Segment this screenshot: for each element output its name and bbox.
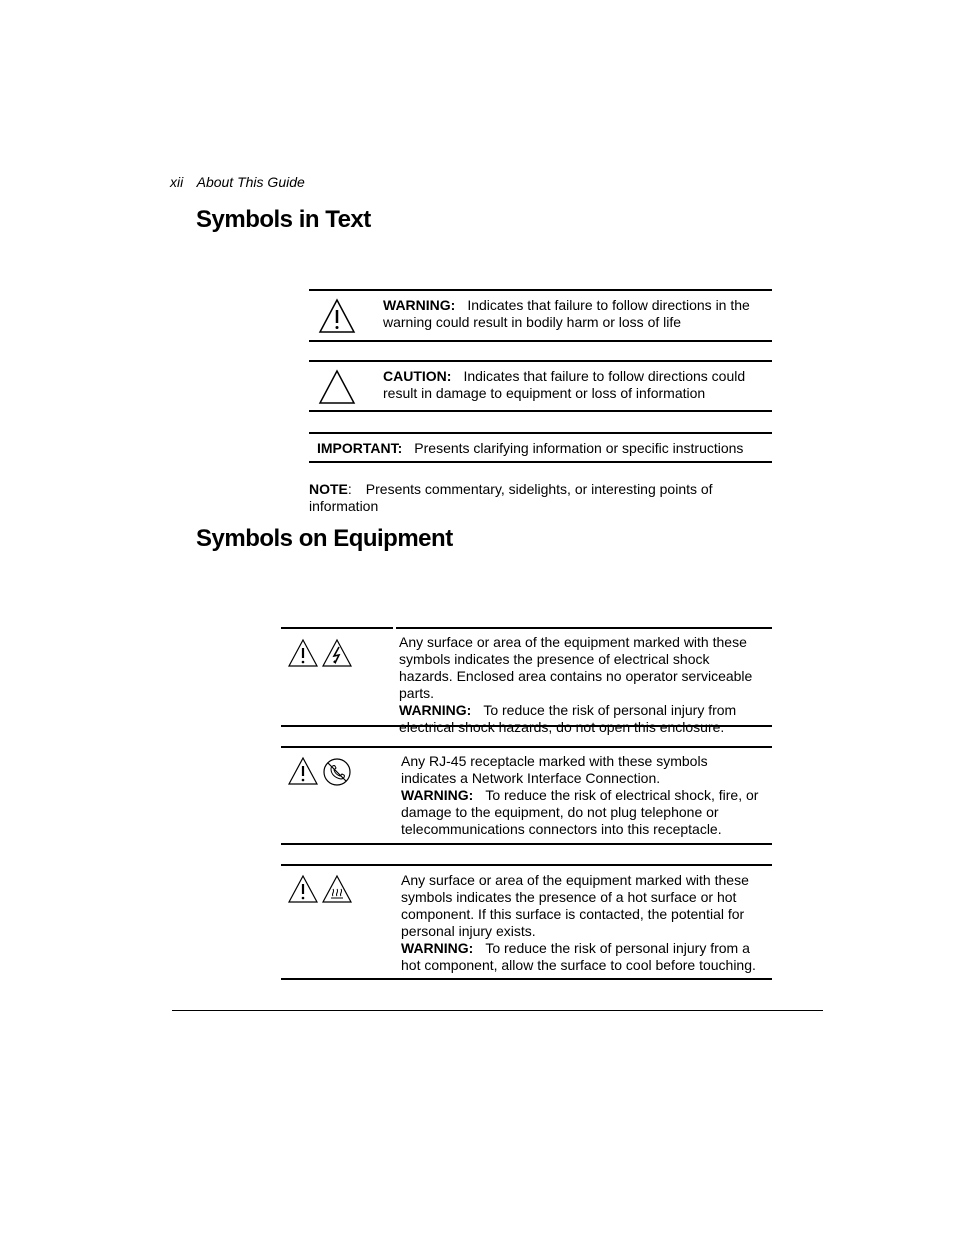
caution-description xyxy=(383,368,768,402)
equip-row1-bottom-rule xyxy=(281,725,772,727)
warning-top-rule xyxy=(309,289,772,291)
equip-row3-text xyxy=(401,872,766,974)
important-top-rule xyxy=(309,432,772,434)
warning-description xyxy=(383,297,768,331)
note-text: Presents commentary, sidelights, or interesting points of information xyxy=(309,481,713,514)
equip-row3-top-rule xyxy=(281,864,772,866)
page-bottom-rule xyxy=(172,1010,823,1011)
hot-surface-icon xyxy=(321,874,353,904)
warning-text: Indicates that failure to follow directions in the warning could result in bodily harm or loss of life xyxy=(383,297,750,330)
warning-exclamation-triangle-icon xyxy=(318,298,356,334)
equip-row2-bottom-rule xyxy=(281,843,772,845)
equip-row1-warning-text: To reduce the risk of personal injury from electrical shock hazards, do not open this enclosure. xyxy=(399,702,737,735)
important-description xyxy=(317,440,767,457)
caution-top-rule xyxy=(309,360,772,362)
equip-row1-warning-label: WARNING: xyxy=(399,702,472,718)
warning-label: WARNING: xyxy=(383,297,456,313)
equip-row3-description: Any surface or area of the equipment marked with these symbols indicates the presence of a hot surface or hot component. If this surface is contacted, the potential for personal injury exists. xyxy=(401,872,749,939)
warning-exclamation-triangle-icon xyxy=(287,874,319,904)
important-text: Presents clarifying information or specific instructions xyxy=(414,440,744,456)
section-heading-symbols-in-text: Symbols in Text xyxy=(196,206,371,233)
warning-exclamation-triangle-icon xyxy=(287,756,319,786)
note-colon: : xyxy=(347,481,352,497)
equip-row1-top-rule-left xyxy=(281,627,393,629)
caution-label: CAUTION: xyxy=(383,368,452,384)
equip-row2-warning-label: WARNING: xyxy=(401,787,474,803)
note-description xyxy=(309,481,769,515)
warning-exclamation-triangle-icon xyxy=(287,638,319,668)
equip-row2-warning-text: To reduce the risk of electrical shock, fire, or damage to the equipment, do not plug telephone or telecommunications connectors into this receptacle. xyxy=(401,787,759,837)
equip-row2-top-rule xyxy=(281,746,772,748)
page-number: xii xyxy=(170,174,184,190)
equip-row2-text xyxy=(401,753,766,838)
equip-row2-description: Any RJ-45 receptacle marked with these symbols indicates a Network Interface Connection. xyxy=(401,753,708,786)
equip-row3-bottom-rule xyxy=(281,978,772,980)
equip-row3-warning-label: WARNING: xyxy=(401,940,474,956)
section-heading-symbols-on-equipment: Symbols on Equipment xyxy=(196,525,453,552)
equip-row1-top-rule-right xyxy=(396,627,772,629)
equip-row3-warning-text: To reduce the risk of personal injury from a hot component, allow the surface to cool before touching. xyxy=(401,940,756,973)
warning-bottom-rule xyxy=(309,340,772,342)
running-head xyxy=(170,174,305,190)
caution-bottom-rule xyxy=(309,410,772,412)
caution-triangle-icon xyxy=(318,369,356,405)
network-interface-telephone-icon xyxy=(322,757,352,787)
caution-text: Indicates that failure to follow directions could result in damage to equipment or loss of information xyxy=(383,368,746,401)
electrical-shock-hazard-icon xyxy=(321,638,353,668)
note-label: NOTE xyxy=(309,481,348,497)
running-title: About This Guide xyxy=(196,174,305,190)
important-bottom-rule xyxy=(309,461,772,463)
equip-row1-description: Any surface or area of the equipment marked with these symbols indicates the presence of electrical shock hazards. Enclosed area contains no operator serviceable parts. xyxy=(399,634,753,701)
equip-row1-text xyxy=(399,634,764,736)
important-label: IMPORTANT: xyxy=(317,440,403,456)
